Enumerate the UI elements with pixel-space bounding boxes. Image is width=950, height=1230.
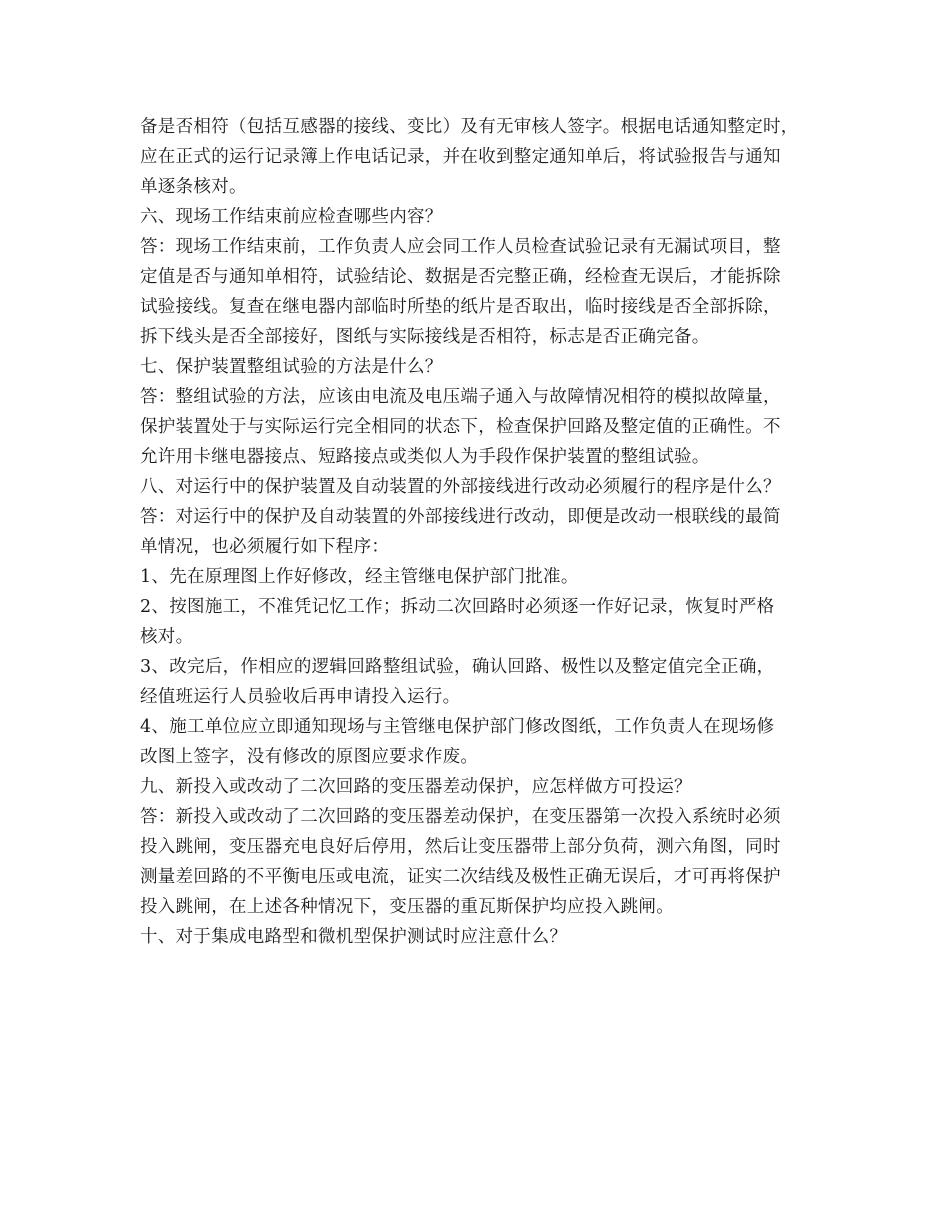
text-line: 改图上签字，没有修改的原图应要求作废。 [140, 747, 479, 767]
text-line: 应在正式的运行记录簿上作电话记录，并在收到整定通知单后，将试验报告与通知 [140, 147, 781, 167]
text-line: 试验接线。复查在继电器内部临时所垫的纸片是否取出，临时接线是否全部拆除， [140, 297, 781, 317]
list-item: 4、施工单位应立即通知现场与主管继电保护部门修改图纸，工作负责人在现场修 [140, 717, 775, 737]
document-body [140, 112, 820, 952]
section-heading: 八、对运行中的保护装置及自动装置的外部接线进行改动必须履行的程序是什么？ [140, 477, 781, 497]
text-line: 答：新投入或改动了二次回路的变压器差动保护，在变压器第一次投入系统时必须 [140, 807, 781, 827]
list-item: 3、改完后，作相应的逻辑回路整组试验，确认回路、极性以及整定值完全正确， [140, 657, 775, 677]
list-item: 2、按图施工，不准凭记忆工作；拆动二次回路时必须逐一作好记录，恢复时严格 [140, 597, 775, 617]
section-heading: 九、新投入或改动了二次回路的变压器差动保护，应怎样做方可投运？ [140, 777, 692, 797]
text-line: 保护装置处于与实际运行完全相同的状态下，检查保护回路及整定值的正确性。不 [140, 417, 781, 437]
text-line: 投入跳闸，变压器充电良好后停用，然后让变压器带上部分负荷，测六角图，同时 [140, 837, 781, 857]
text-line: 允许用卡继电器接点、短路接点或类似人为手段作保护装置的整组试验。 [140, 447, 710, 467]
text-line: 投入跳闸，在上述各种情况下，变压器的重瓦斯保护均应投入跳闸。 [140, 897, 674, 917]
text-line: 拆下线头是否全部接好，图纸与实际接线是否相符，标志是否正确完备。 [140, 327, 710, 347]
list-item: 1、先在原理图上作好修改，经主管继电保护部门批准。 [140, 567, 579, 587]
text-line: 经值班运行人员验收后再申请投入运行。 [140, 687, 461, 707]
text-line: 测量差回路的不平衡电压或电流，证实二次结线及极性正确无误后，才可再将保护 [140, 867, 781, 887]
section-heading: 七、保护装置整组试验的方法是什么？ [140, 357, 443, 377]
text-line: 核对。 [140, 627, 194, 647]
text-line: 答：对运行中的保护及自动装置的外部接线进行改动，即便是改动一根联线的最简 [140, 507, 781, 527]
section-heading: 六、现场工作结束前应检查哪些内容？ [140, 207, 443, 227]
text-line: 定值是否与通知单相符，试验结论、数据是否完整正确，经检查无误后，才能拆除 [140, 267, 781, 287]
section-heading: 十、对于集成电路型和微机型保护测试时应注意什么？ [140, 927, 568, 947]
text-line: 单情况，也必须履行如下程序： [140, 537, 390, 557]
text-line: 答：整组试验的方法，应该由电流及电压端子通入与故障情况相符的模拟故障量， [140, 387, 781, 407]
text-line: 备是否相符（包括互感器的接线、变比）及有无审核人签字。根据电话通知整定时， [140, 117, 799, 137]
text-line: 单逐条核对。 [140, 177, 247, 197]
text-line: 答：现场工作结束前，工作负责人应会同工作人员检查试验记录有无漏试项目，整 [140, 237, 781, 257]
